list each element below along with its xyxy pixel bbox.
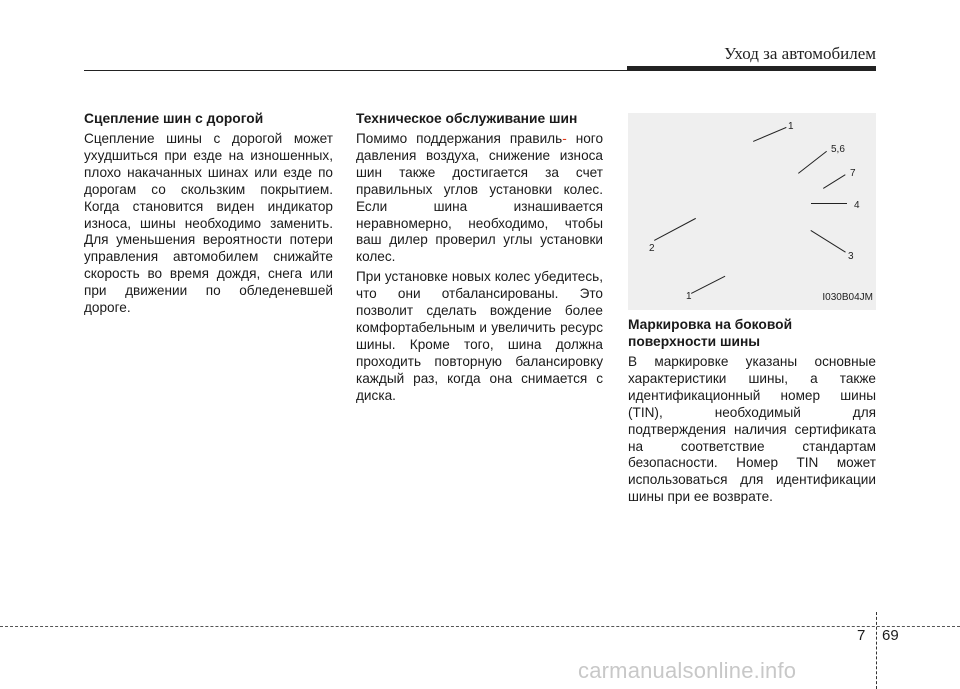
column-sidewall bbox=[628, 113, 876, 509]
tire-sidewall-figure bbox=[628, 113, 876, 310]
sidewall-heading: Маркировка на боковой поверхности шины bbox=[628, 317, 793, 349]
chapter-title: Уход за автомобилем bbox=[724, 44, 876, 63]
header-rule-accent bbox=[627, 66, 876, 71]
label-7: 7 bbox=[850, 168, 856, 179]
column-traction bbox=[84, 110, 333, 320]
maintenance-p1-hyphen: - bbox=[562, 131, 567, 146]
label-1-bottom: 1 bbox=[686, 291, 692, 302]
maintenance-paragraph-2: При установке новых колес убедитесь, что они отбалансированы. Это позволит сделать вождение более комфортабельным и увеличить ресурс шины. Кроме того, шина должна проходить повторную балансировку каждый раз, когда она снимается с диска. bbox=[356, 269, 603, 403]
callout-line-1-top bbox=[753, 127, 787, 142]
footer-chapter-number: 7 bbox=[857, 627, 866, 644]
label-1-top: 1 bbox=[788, 121, 794, 132]
callout-line-2 bbox=[654, 218, 696, 241]
maintenance-p1-start: Помимо поддержания правиль bbox=[356, 131, 563, 146]
sidewall-paragraph: В маркировке указаны основные характеристики шины, а также идентификационный номер шины (TIN), необходимый для подтверждения наличия сертификата на соответствие стандартам безопасности. Номер TIN может использоваться для идентификации шины при ее возврате. bbox=[628, 354, 876, 505]
callout-line-3 bbox=[810, 230, 845, 253]
footer-divider bbox=[876, 612, 878, 689]
maintenance-p1-end: ного давления воздуха, снижение износа шин также достигается за счет правильных углов установки колес. Если шина изнашивается неравномерно, необходимо, чтобы ваш дилер проверил углы установки колес. bbox=[356, 131, 604, 265]
footer-page-number: 69 bbox=[882, 627, 899, 644]
footer-rule bbox=[0, 626, 960, 627]
traction-paragraph: Сцепление шины с дорогой может ухудшиться при езде на изношенных, плохо накачанных шинах или езде по дорогам со скользким покрытием. Когда становится виден индикатор износа, шины необходимо заменить. Для уменьшения вероятности потери управления автомобилем снижайте скорость во время дождя, снега или при движении по обледеневшей дороге. bbox=[84, 131, 333, 316]
traction-heading: Сцепление шин с дорогой bbox=[84, 111, 264, 126]
callout-line-1-bottom bbox=[691, 276, 725, 294]
figure-code: I030B04JM bbox=[822, 292, 873, 304]
watermark: carmanualsonline.info bbox=[578, 658, 797, 683]
callout-line-56 bbox=[798, 151, 827, 174]
label-3: 3 bbox=[848, 251, 854, 262]
label-56: 5,6 bbox=[831, 144, 845, 155]
maintenance-heading: Техническое обслуживание шин bbox=[356, 111, 578, 126]
label-2: 2 bbox=[649, 243, 655, 254]
callout-line-7 bbox=[823, 174, 846, 189]
column-maintenance bbox=[356, 110, 603, 408]
callout-line-4 bbox=[811, 203, 847, 204]
maintenance-paragraph-1 bbox=[356, 131, 603, 266]
label-4: 4 bbox=[854, 200, 860, 211]
